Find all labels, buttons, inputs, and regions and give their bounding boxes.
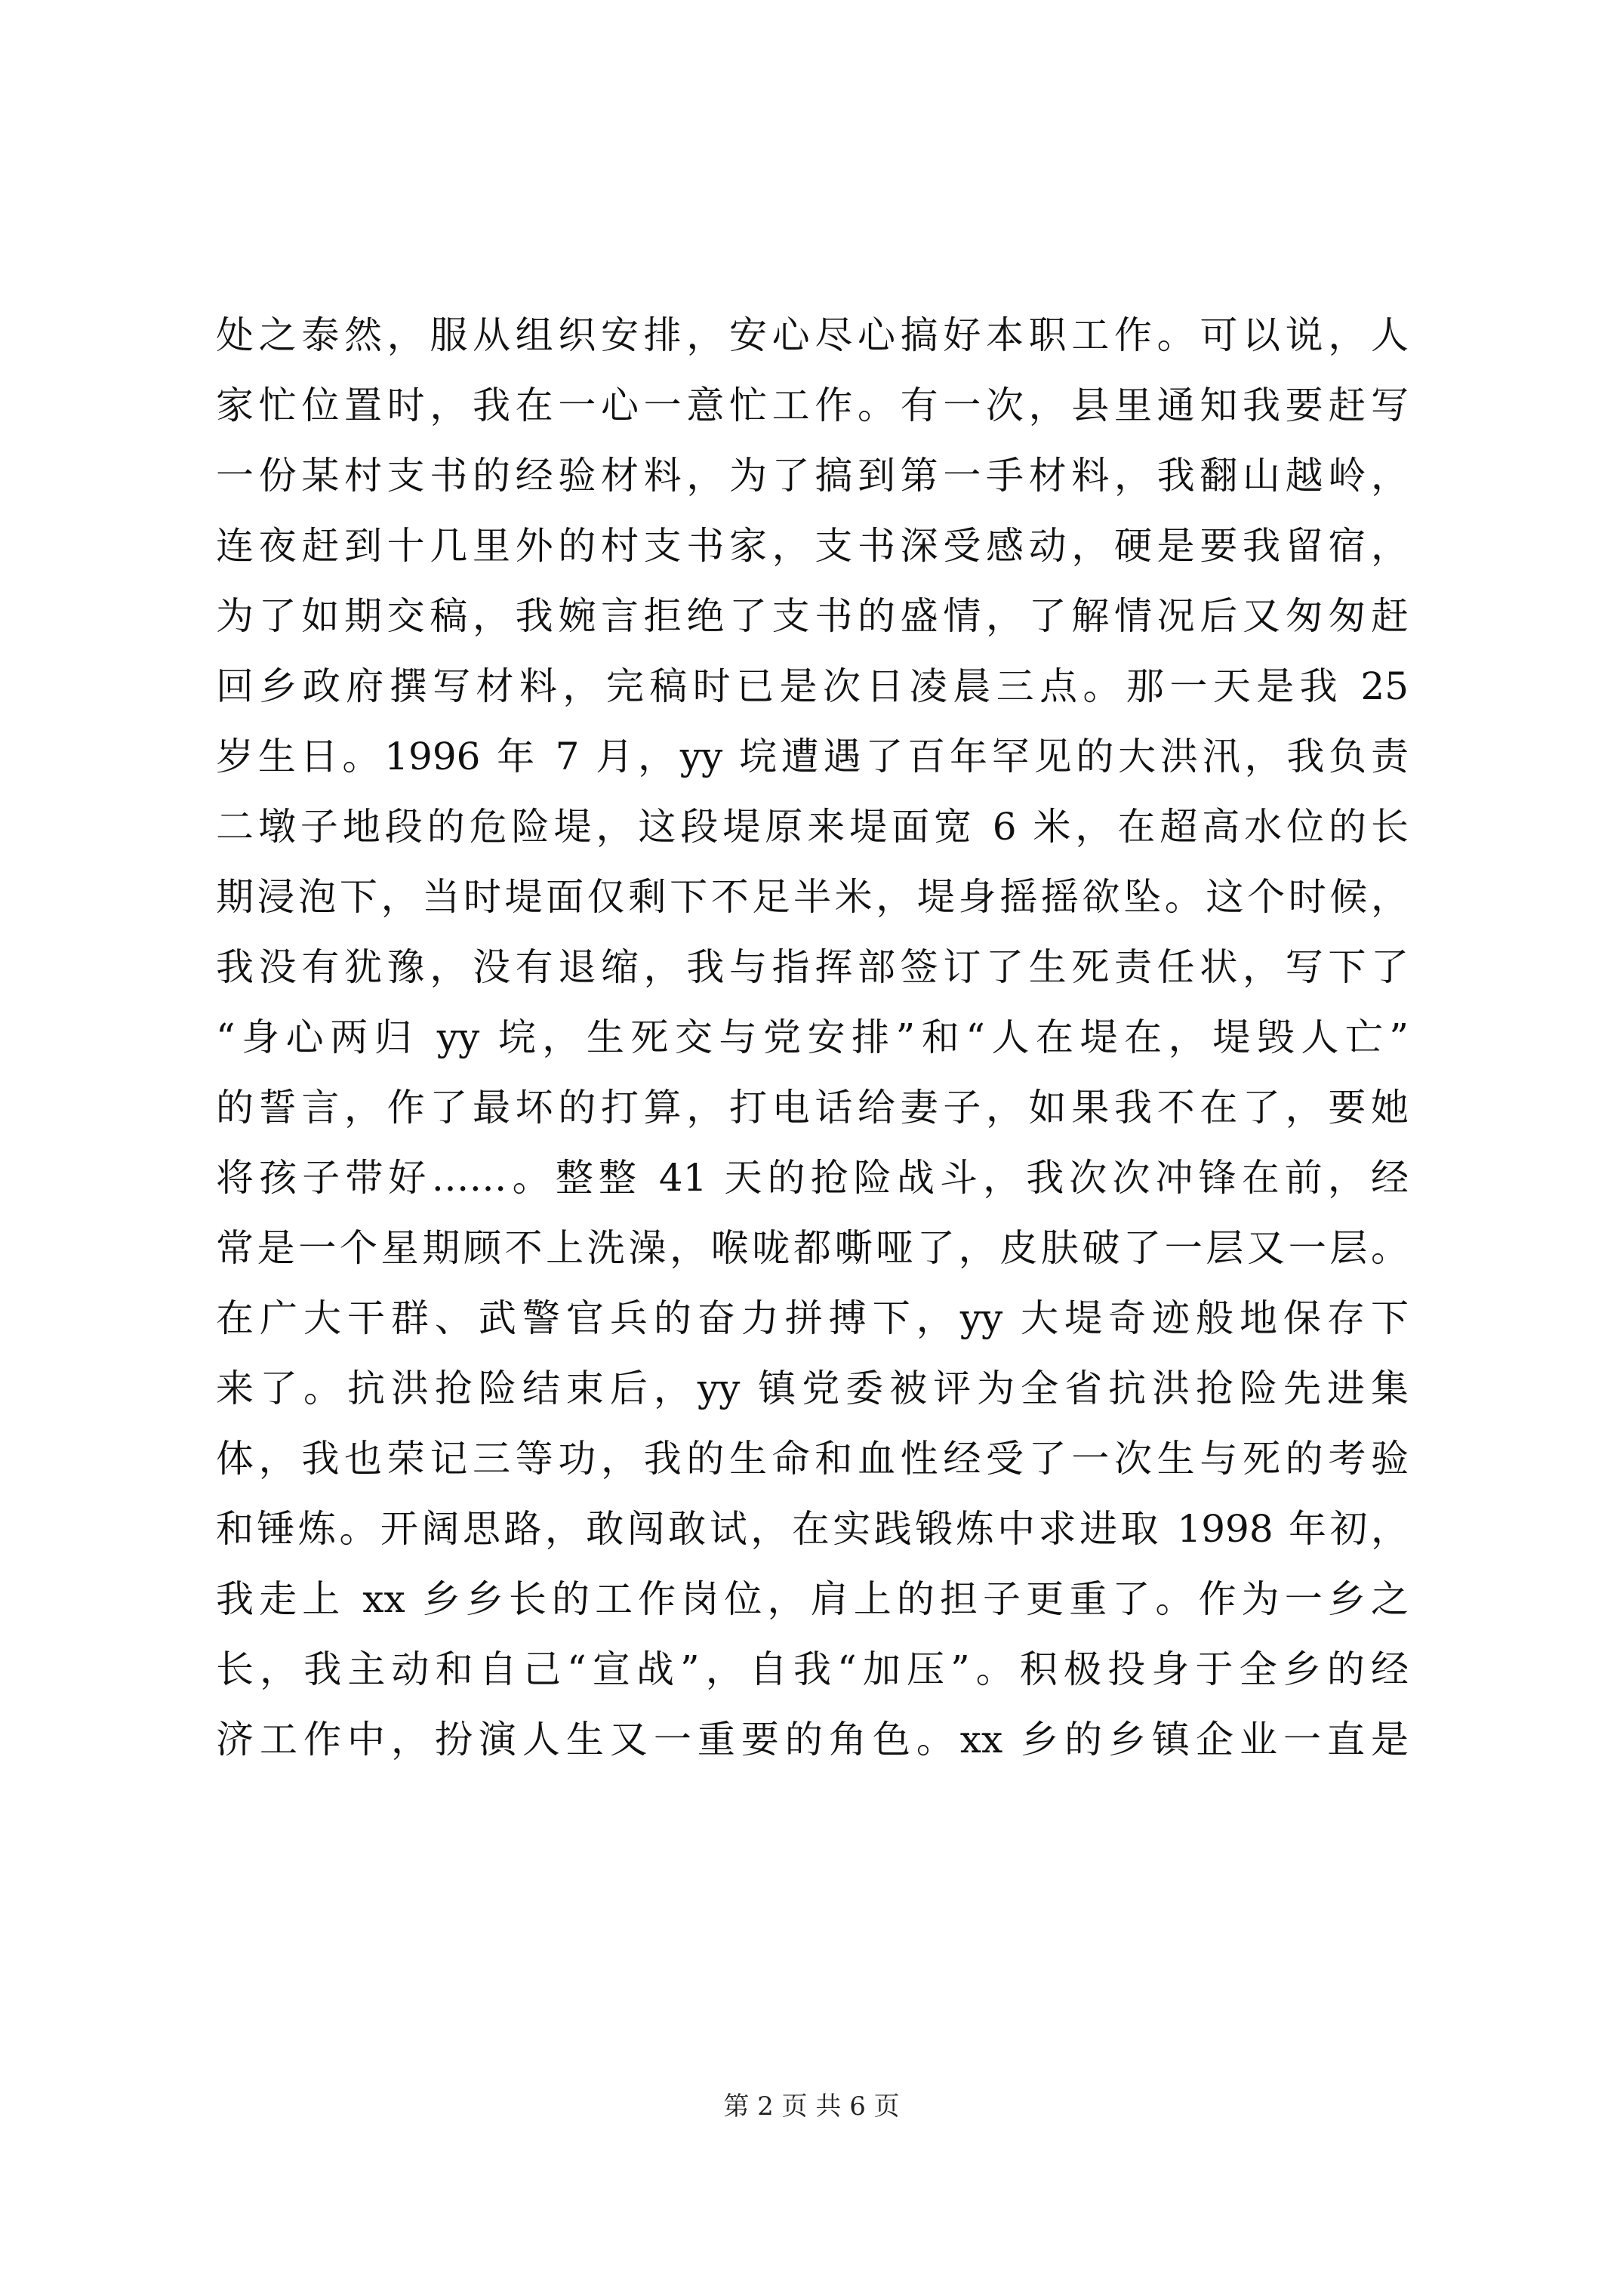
text-line: 将孩子带好……。整整 41 天的抢险战斗，我次次冲锋在前，经 — [216, 1156, 1409, 1200]
text-line: 和锤炼。开阔思路，敢闯敢试，在实践锻炼中求进取 1998 年初， — [216, 1507, 1409, 1551]
text-line: 我走上 xx 乡乡长的工作岗位，肩上的担子更重了。作为一乡之 — [216, 1577, 1409, 1621]
text-line: “身心两归 yy 垸，生死交与党安排”和“人在堤在，堤毁人亡” — [216, 1015, 1409, 1059]
text-line: 期浸泡下，当时堤面仅剩下不足半米，堤身摇摇欲坠。这个时候， — [216, 875, 1409, 919]
page-footer — [0, 2091, 1623, 2122]
text-line: 来了。抗洪抢险结束后，yy 镇党委被评为全省抗洪抢险先进集 — [216, 1367, 1409, 1410]
text-line: 处之泰然，服从组织安排，安心尽心搞好本职工作。可以说，人 — [216, 313, 1409, 357]
text-line: 我没有犹豫，没有退缩，我与指挥部签订了生死责任状，写下了 — [216, 945, 1409, 989]
text-line: 济工作中，扮演人生又一重要的角色。xx 乡的乡镇企业一直是 — [216, 1718, 1409, 1761]
text-line: 长，我主动和自己“宣战”，自我“加压”。积极投身于全乡的经 — [216, 1647, 1409, 1691]
text-line: 在广大干群、武警官兵的奋力拼搏下，yy 大堤奇迹般地保存下 — [216, 1296, 1409, 1340]
text-line: 二墩子地段的危险堤，这段堤原来堤面宽 6 米，在超高水位的长 — [216, 805, 1409, 849]
text-line: 体，我也荣记三等功，我的生命和血性经受了一次生与死的考验 — [216, 1437, 1409, 1481]
text-line: 家忙位置时，我在一心一意忙工作。有一次，县里通知我要赶写 — [216, 384, 1409, 427]
text-line: 一份某村支书的经验材料，为了搞到第一手材料，我翻山越岭， — [216, 454, 1409, 498]
page-number-label: 第 2 页 共 6 页 — [723, 2091, 900, 2122]
text-line: 连夜赶到十几里外的村支书家，支书深受感动，硬是要我留宿， — [216, 524, 1409, 568]
text-line: 岁生日。1996 年 7 月，yy 垸遭遇了百年罕见的大洪汛，我负责 — [216, 735, 1409, 778]
text-line: 为了如期交稿，我婉言拒绝了支书的盛情，了解情况后又匆匆赶 — [216, 594, 1409, 638]
text-line: 回乡政府撰写材料，完稿时已是次日凌晨三点。那一天是我 25 — [216, 664, 1409, 708]
text-line: 常是一个星期顾不上洗澡，喉咙都嘶哑了，皮肤破了一层又一层。 — [216, 1226, 1409, 1270]
body-text — [216, 300, 1409, 1775]
text-line: 的誓言，作了最坏的打算，打电话给妻子，如果我不在了，要她 — [216, 1086, 1409, 1130]
